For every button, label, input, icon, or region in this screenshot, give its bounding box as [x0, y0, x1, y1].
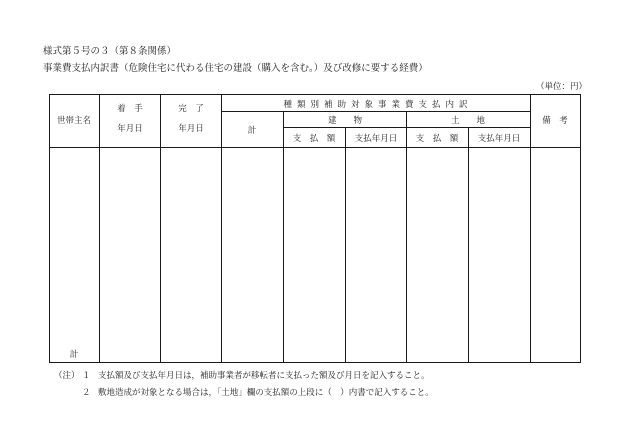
table-right-border: [580, 94, 581, 363]
header-land: 土 地: [450, 116, 486, 126]
unit-note: （単位：円）: [536, 82, 588, 92]
header-total: 計: [247, 126, 257, 136]
header-building-amount: 支 払 額: [292, 134, 336, 144]
note-1-number: １: [82, 371, 91, 381]
header-remarks: 備 考: [542, 116, 568, 126]
table-bottom-border: [49, 362, 581, 363]
header-land-date: 支払年月日: [477, 134, 521, 144]
header-building-date: 支払年月日: [354, 134, 398, 144]
header-start: 着 手: [117, 104, 143, 114]
header-building: 建 物: [327, 116, 363, 126]
note-1-text: 支払額及び支払年月日は，補助事業者が移転者に支払った額及び月日を記入すること。: [98, 371, 430, 381]
table-top-border: [49, 94, 581, 95]
header-household-head: 世帯主名: [56, 116, 92, 126]
form-number: 様式第５号の３（第８条関係）: [43, 46, 177, 57]
col-divider-6: [406, 111, 407, 363]
document-title: 事業費支払内訳書（危険住宅に代わる住宅の建設（購入を含む。）及び改修に要する経費）: [43, 63, 428, 74]
col-divider-2: [160, 94, 161, 363]
header-land-amount: 支 払 額: [415, 134, 459, 144]
col-divider-4: [283, 111, 284, 363]
col-divider-8: [530, 94, 531, 363]
note-2-text: 敷地造成が対象となる場合は，「土地」欄の支払額の上段に（ ）内書で記入すること。: [98, 388, 434, 398]
col-divider-1: [99, 94, 100, 363]
col-divider-5: [345, 127, 346, 363]
col-divider-3: [221, 94, 222, 363]
group-title-divider: [221, 111, 530, 112]
col-divider-7: [468, 127, 469, 363]
header-complete: 完 了: [178, 104, 204, 114]
header-start-date: 年月日: [117, 124, 143, 134]
header-bottom-border: [49, 147, 581, 148]
header-complete-date: 年月日: [178, 124, 204, 134]
note-2-number: ２: [82, 388, 91, 398]
table-left-border: [49, 94, 50, 363]
notes-label: （注）: [54, 371, 80, 381]
header-breakdown-group: 種類別補助対象事業費支払内訳: [283, 100, 473, 110]
total-row-label: 計: [69, 350, 79, 360]
